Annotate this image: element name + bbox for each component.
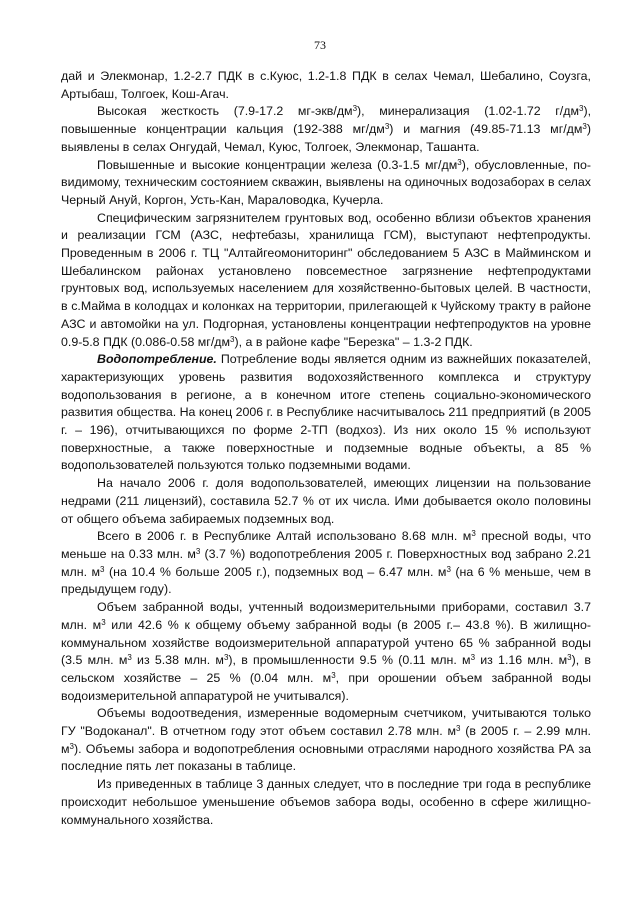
superscript: 3 <box>69 741 74 751</box>
paragraph <box>61 210 591 352</box>
superscript: 3 <box>101 617 106 627</box>
paragraph-text: ) выявлены в селах Онгудай, Чемал, Куюс, Толгоек, Элекмонар, Ташанта. <box>61 122 591 154</box>
paragraph <box>61 776 591 829</box>
paragraph-text: Объем забранной воды, учтенный водоизмерительными приборами, составил 3.7 млн. м <box>61 600 591 632</box>
paragraph-text: (в 2005 г. – 2.99 млн. м <box>61 724 591 756</box>
paragraph-text: ) и магния (49.85-71.13 мг/дм <box>389 122 583 137</box>
paragraph-text: Потребление воды является одним из важнейших показателей, характеризующих уровень развития водохозяйственного комплекса и структуру водопользования в регионе, а в конечном итоге степень социально-экономического развития общества. На конец 2006 г. в Республике насчитывалось 211 предприятий (в 2005 г. – 196), отчитывающихся по форме 2-ТП (водхоз). Из них около 15 % используют поверхностные, а также поверхностные и подземные водные объекты, а 85 % водопользователей пользуются только подземными водами. <box>61 352 591 473</box>
superscript: 3 <box>100 564 105 574</box>
superscript: 3 <box>471 529 476 539</box>
paragraph <box>61 103 591 156</box>
paragraph-text: Повышенные и высокие концентрации железа (0.3-1.5 мг/дм <box>97 157 458 172</box>
superscript: 3 <box>195 546 201 556</box>
paragraph-text: из 1.16 млн. м <box>475 653 568 668</box>
superscript: 3 <box>127 653 132 663</box>
paragraph-text: На начало 2006 г. доля водопользователей, имеющих лицензии на пользование недрами (211 лицензий), составила 52.7 % от их числа. Ими добывается около половины от общего объема забираемых подземных вод. <box>61 476 591 526</box>
superscript: 3 <box>384 122 390 132</box>
paragraph-text: (на 10.4 % больше 2005 г.), подземных вод – 6.47 млн. м <box>104 564 447 579</box>
superscript: 3 <box>331 670 336 680</box>
paragraph <box>61 528 591 599</box>
superscript: 3 <box>582 122 587 132</box>
paragraph-text: ). Объемы забора и водопотребления основными отраслями народного хозяйства РА за последние пять лет показаны в таблице. <box>61 741 591 774</box>
paragraph-text: ), а в районе кафе "Березка" – 1.3-2 ПДК. <box>234 334 473 349</box>
superscript: 3 <box>230 334 235 344</box>
page-number: 73 <box>314 38 326 52</box>
superscript: 3 <box>470 653 476 663</box>
paragraph-text: или 42.6 % к общему объему забранной воды (в 2005 г.– 43.8 %). В жилищно-коммунальном хозяйстве водоизмерительной аппаратурой учтено 65 % забранной воды (3.5 млн. м <box>61 617 591 668</box>
paragraph-text: дай и Элекмонар, 1.2-2.7 ПДК в с.Куюс, 1.2-1.8 ПДК в селах Чемал, Шебалино, Соузга, Артыбаш, Толгоек, Кош-Агач. <box>61 69 591 101</box>
paragraph-text: ), минерализация (1.02-1.72 г/дм <box>357 104 579 119</box>
paragraph-text: Всего в 2006 г. в Республике Алтай использовано 8.68 млн. м <box>97 529 472 544</box>
paragraph <box>61 157 591 210</box>
paragraph-text: ), обусловленные, по-видимому, техническим состоянием скважин, выявлены на одиночных водозаборах в селах Черный Ануй, Коргон, Усть-Кан, Мараловодка, Кучерла. <box>61 157 591 207</box>
paragraph-text: ), в промышленности 9.5 % (0.11 млн. м <box>228 653 471 668</box>
superscript: 3 <box>352 104 358 114</box>
superscript: 3 <box>455 724 461 734</box>
paragraph-text: пресной воды, что меньше на 0.33 млн. м <box>61 529 591 561</box>
paragraph-text: ), повышенные концентрации кальция (192-388 мг/дм <box>61 104 592 137</box>
superscript: 3 <box>578 104 584 114</box>
paragraph-text: ), в сельском хозяйстве – 25 % (0.04 млн. м <box>61 653 591 685</box>
superscript: 3 <box>567 653 572 663</box>
document-body <box>61 68 591 829</box>
paragraph <box>61 705 591 776</box>
paragraph-text: Из приведенных в таблице 3 данных следует, что в последние три года в республике происходит небольшое уменьшение объемов забора воды, особенно в сфере жилищно-коммунального хозяйства. <box>61 777 591 827</box>
paragraph <box>61 599 591 705</box>
superscript: 3 <box>223 653 229 663</box>
paragraph-text: (на 6 % меньше, чем в предыдущем году). <box>61 564 592 597</box>
section-heading: Водопотребление. <box>97 352 217 367</box>
superscript: 3 <box>446 564 451 574</box>
superscript: 3 <box>457 157 462 167</box>
paragraph <box>61 351 591 475</box>
paragraph-text: (3.7 %) водопотребления 2005 г. Поверхностных вод забрано 2.21 млн. м <box>61 546 591 579</box>
paragraph <box>61 475 591 528</box>
paragraph-text: Специфическим загрязнителем грунтовых вод, особенно вблизи объектов хранения и реализации ГСМ (АЗС, нефтебазы, хранилища ГСМ), выступают нефтепродукты. Проведенным в 2006 г. ТЦ "Алтайгеомониторинг" обследованием 5 АЗС в Майминском и Шебалинском районах установлено повсеместное загрязнение нефтепродуктами грунтовых вод, используемых населением для хозяйственно-бытовых целей. В частности, в с.Майма в колодцах и колонках на территории, прилегающей к Чуйскому тракту в районе АЗС и автомойки на ул. Подгорная, установлены концентрации нефтепродуктов на уровне 0.9-5.8 ПДК (0.086-0.58 мг/дм <box>61 210 591 349</box>
paragraph-text: , при орошении объем забранной воды водоизмерительной аппаратурой не учитывался). <box>61 670 591 703</box>
paragraph-text: Объемы водоотведения, измеренные водомерным счетчиком, учитываются только ГУ "Водоканал". В отчетном году этот объем составил 2.78 млн. м <box>61 706 591 739</box>
paragraph-text: Высокая жесткость (7.9-17.2 мг-экв/дм <box>97 104 353 119</box>
paragraph <box>61 68 591 103</box>
paragraph-text: из 5.38 млн. м <box>131 653 224 668</box>
